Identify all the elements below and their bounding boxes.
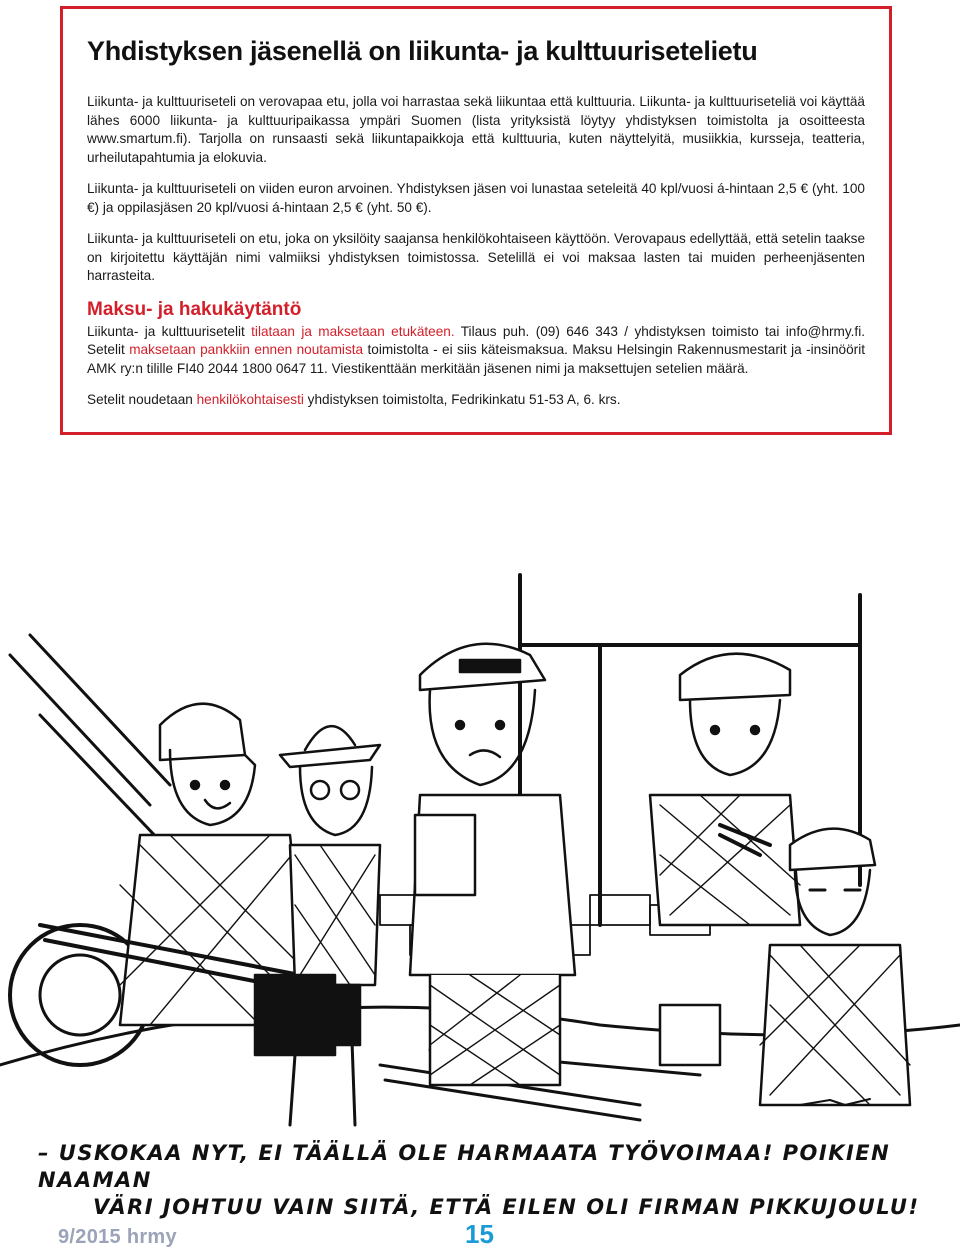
payment-text-1: Liikunta- ja kulttuurisetelit	[87, 323, 252, 339]
paragraph-terms: Liikunta- ja kulttuuriseteli on etu, joka on yksilöity saajansa henkilökohtaiseen käyttöön. Verovapaus edellyttää, että setelin taakse on kirjoitettu käyttäjän nimi valmiiksi yhdistyksen toimistossa. Setelillä ei voi maksaa lasten tai muiden perheenjäsenten harrasteita.	[87, 231, 865, 283]
pickup-text-2: yhdistyksen toimistolta, Fedrikinkatu 51-53 A, 6. krs.	[303, 392, 621, 407]
paragraph-intro-b: Tarjolla on runsaasti sekä liikuntapaikkoja että kulttuuria, kuten näyttelyitä, musiikkia, kursseja, teatteria, urheilutapahtumia ja elokuvia.	[87, 131, 865, 165]
payment-highlight-2: maksetaan pankkiin ennen noutamista	[129, 342, 364, 357]
pickup-text-1: Setelit noudetaan	[87, 392, 197, 407]
payment-text-2: Tilaus puh. (09) 646 343 / yhdistyksen toimisto tai info@hrmy.fi. Setelit	[87, 323, 865, 357]
caption-line-2: VÄRI JOHTUU VAIN SIITÄ, ETTÄ EILEN OLI FIRMAN PIKKUJOULU!	[93, 1195, 920, 1219]
issue-label: 9/2015 hrmy	[58, 1226, 177, 1248]
payment-text-3: toimistolta - ei siis käteismaksua. Maksu Helsingin Rakennusmestarit ja -insinöörit AMK ry:n tilille FI40 2044 1800 0647 11. Viestikenttään merkitään jäsenen nimi ja maksettujen setelien määrä.	[87, 342, 866, 376]
cartoon-caption	[38, 1140, 938, 1221]
paragraph-intro	[87, 93, 865, 167]
paragraph-value: Liikunta- ja kulttuuriseteli on viiden euron arvoinen. Yhdistyksen jäsen voi lunastaa seteleitä 40 kpl/vuosi á-hintaan 2,5 € (yht. 100 €) ja oppilasjäsen 20 kpl/vuosi á-hintaan 2,5 € (yht. 50 €).	[87, 181, 865, 215]
page-number: 15	[465, 1219, 494, 1249]
cartoon-illustration	[0, 505, 960, 1145]
article-title: Yhdistyksen jäsenellä on liikunta- ja kulttuurisetelietu	[87, 36, 758, 66]
paragraph-pickup	[87, 391, 865, 410]
article-box	[60, 6, 892, 435]
pickup-highlight: henkilökohtaisesti	[196, 392, 304, 407]
payment-highlight-1: tilataan ja maksetaan etukäteen.	[251, 323, 455, 339]
caption-line-1: – USKOKAA NYT, EI TÄÄLLÄ OLE HARMAATA TYÖVOIMAA! POIKIEN NAAMAN	[38, 1141, 891, 1192]
payment-subheading: Maksu- ja hakukäytäntö	[87, 298, 302, 320]
paragraph-intro-a: Liikunta- ja kulttuuriseteli on verovapaa etu, jolla voi harrastaa sekä liikuntaa että kulttuuria. Liikunta- ja kulttuuriseteliä voi käyttää lähes 6000 liikunta- ja kulttuuripaikassa ympäri Suomen (lista yrityksistä löytyy yhdistyksen toimistolta ja osoitteesta www.smartum.fi).	[87, 94, 865, 146]
paragraph-payment	[87, 323, 865, 379]
